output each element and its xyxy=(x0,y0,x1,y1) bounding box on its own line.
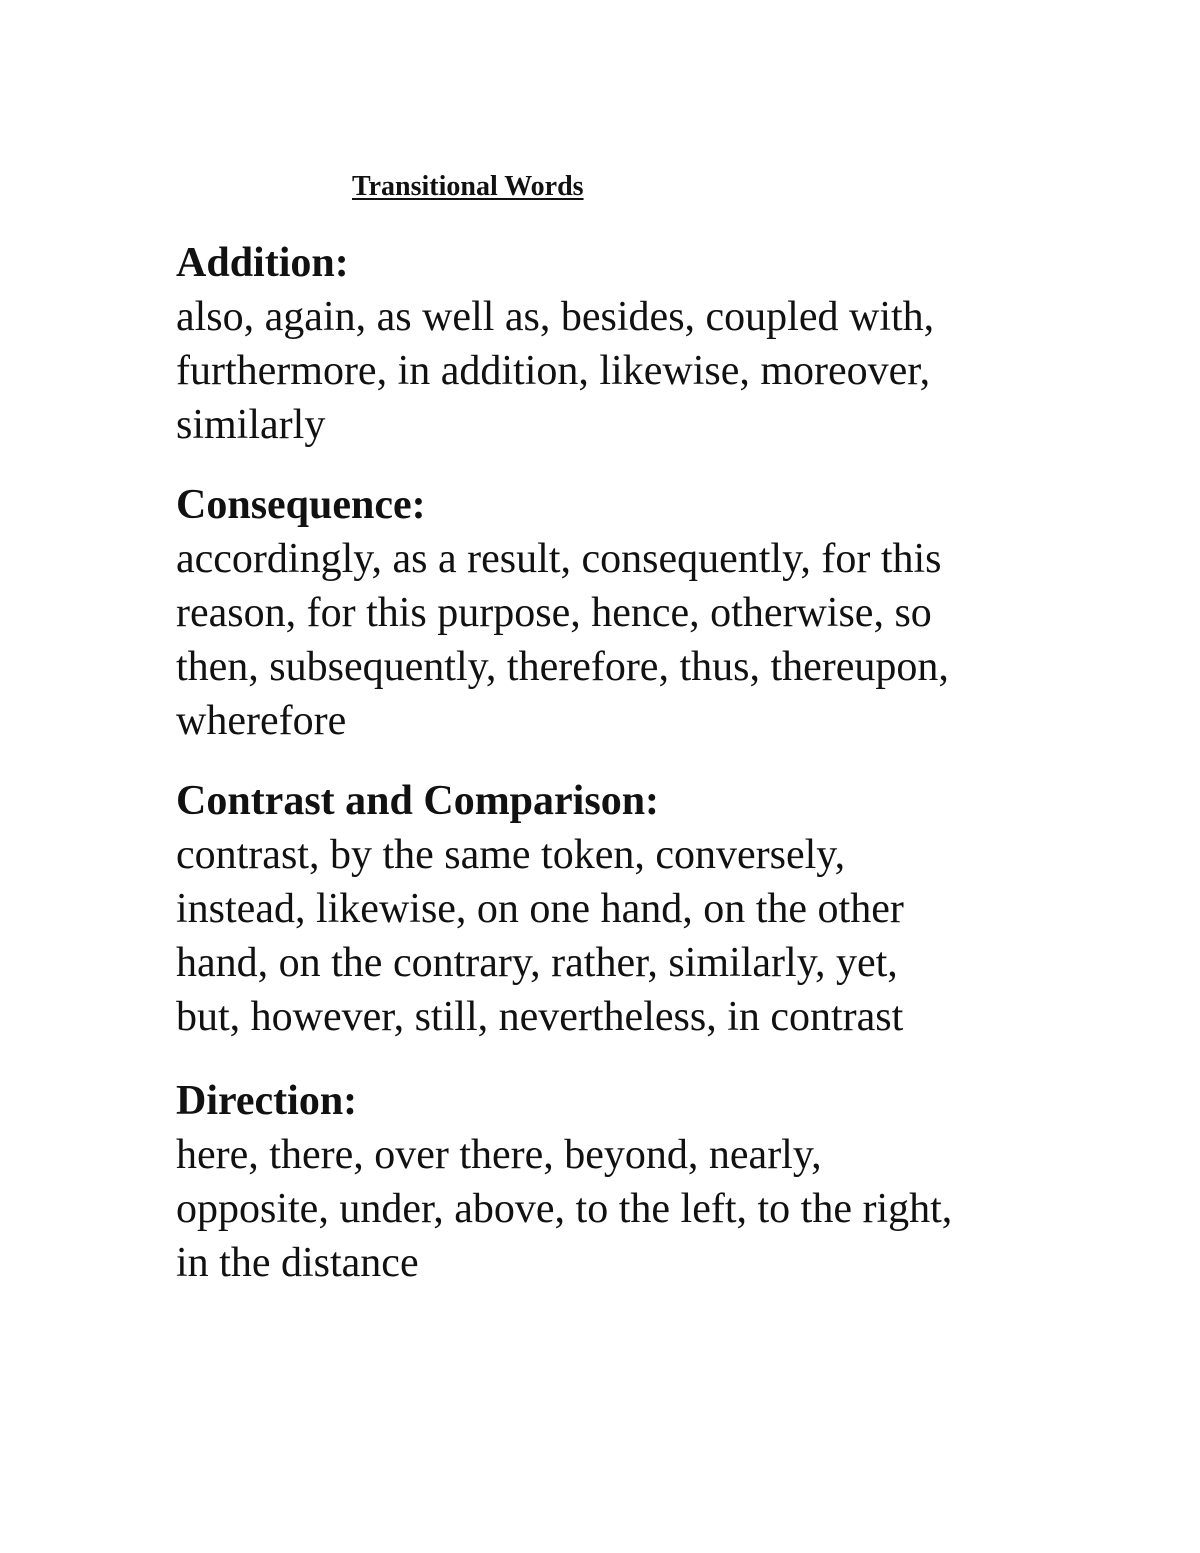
section-text-line: opposite, under, above, to the left, to the right, xyxy=(176,1186,953,1232)
section-heading: Direction: xyxy=(176,1078,358,1124)
section-consequence xyxy=(176,478,1076,748)
section-text-line: in the distance xyxy=(176,1240,419,1286)
section-heading: Addition: xyxy=(176,240,349,286)
section-heading: Contrast and Comparison: xyxy=(176,778,660,824)
document-title: Transitional Words xyxy=(352,171,584,202)
section-text-line: hand, on the contrary, rather, similarly, yet, xyxy=(176,940,898,986)
section-text-line: but, however, still, nevertheless, in contrast xyxy=(176,994,904,1040)
section-text-line: here, there, over there, beyond, nearly, xyxy=(176,1132,822,1178)
section-text-line: contrast, by the same token, conversely, xyxy=(176,832,846,878)
section-text-line: also, again, as well as, besides, coupled with, xyxy=(176,294,935,340)
section-text-line: wherefore xyxy=(176,698,347,744)
section-text-line: furthermore, in addition, likewise, moreover, xyxy=(176,348,931,394)
section-text-line: then, subsequently, therefore, thus, thereupon, xyxy=(176,644,949,690)
section-contrast-and-comparison xyxy=(176,774,1076,1044)
section-text-line: instead, likewise, on one hand, on the other xyxy=(176,886,904,932)
section-direction xyxy=(176,1074,1076,1290)
section-heading: Consequence: xyxy=(176,482,426,528)
section-text-line: accordingly, as a result, consequently, for this xyxy=(176,536,942,582)
section-text-line: similarly xyxy=(176,402,326,448)
section-text-line: reason, for this purpose, hence, otherwise, so xyxy=(176,590,932,636)
section-addition xyxy=(176,236,1076,452)
